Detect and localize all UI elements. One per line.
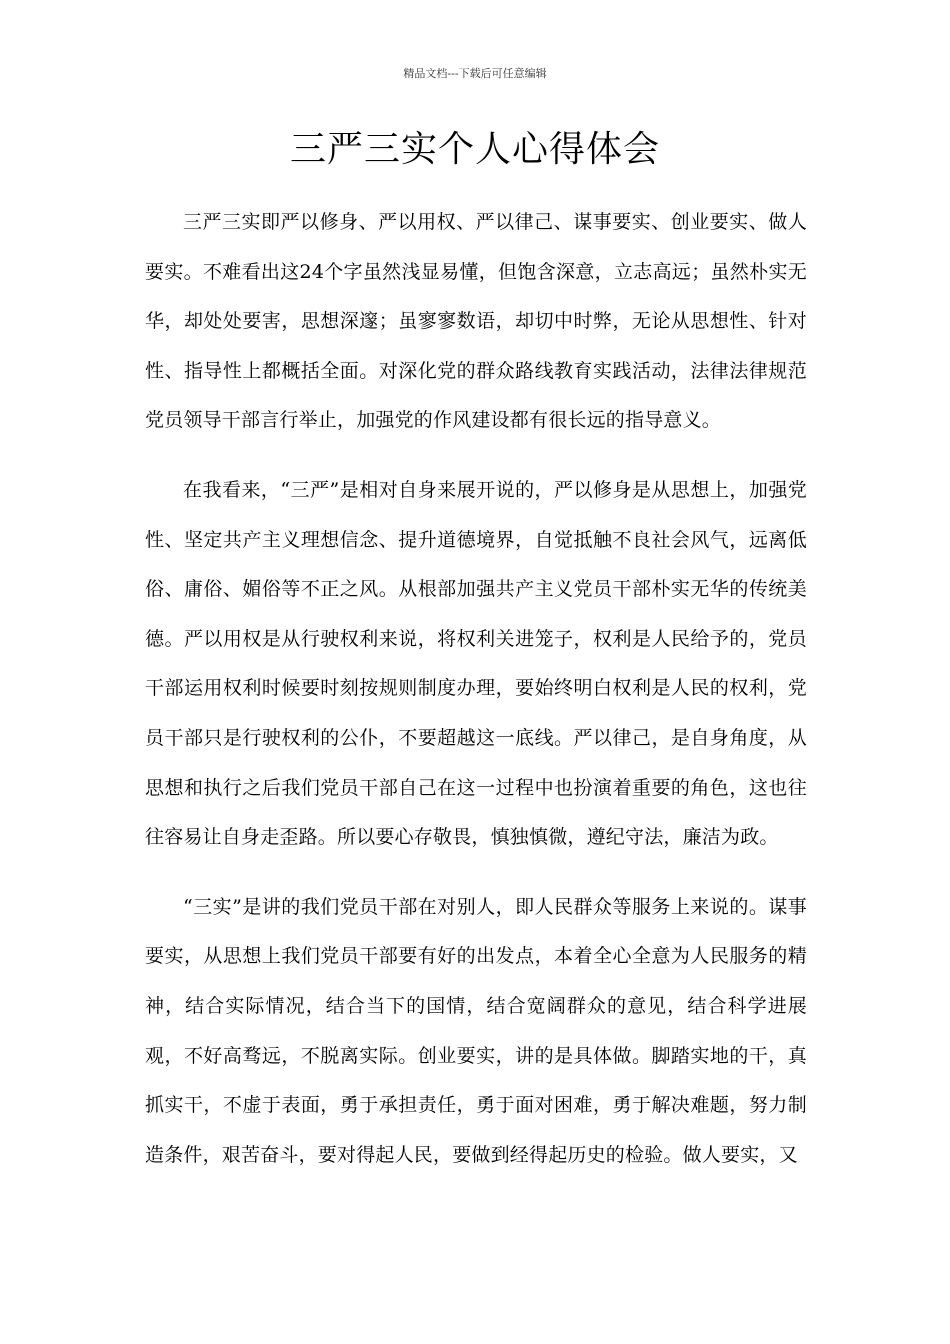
document-body	[145, 198, 807, 1200]
paragraph-1: 三严三实即严以修身、严以用权、严以律己、谋事要实、创业要实、做人要实。不难看出这24个字虽然浅显易懂，但饱含深意，立志高远；虽然朴实无华，却处处要害，思想深邃；虽寥寥数语，却切中时弊，无论从思想性、针对性、指导性上都概括全面。对深化党的群众路线教育实践活动，法律法律规范党员领导干部言行举止，加强党的作风建设都有很长远的指导意义。	[145, 211, 807, 432]
paragraph-2: 在我看来，“三严”是相对自身来展开说的，严以修身是从思想上，加强党性、坚定共产主义理想信念、提升道德境界，自觉抵触不良社会风气，远离低俗、庸俗、媚俗等不正之风。从根部加强共产主义党员干部朴实无华的传统美德。严以用权是从行驶权利来说，将权利关进笼子，权利是人民给予的，党员干部运用权利时候要时刻按规则制度办理，要始终明白权利是人民的权利，党员干部只是行驶权利的公仆，不要超越这一底线。严以律己，是自身角度，从思想和执行之后我们党员干部自己在这一过程中也扮演着重要的角色，这也往往容易让自身走歪路。所以要心存敬畏，慎独慎微，遵纪守法，廉洁为政。	[145, 478, 807, 849]
header-note: 精品文档---下载后可任意编辑	[403, 67, 547, 80]
paragraph-3: “三实”是讲的我们党员干部在对别人，即人民群众等服务上来说的。谋事要实，从思想上我们党员干部要有好的出发点，本着全心全意为人民服务的精神，结合实际情况，结合当下的国情，结合宽阔群众的意见，结合科学进展观，不好高骛远，不脱离实际。创业要实，讲的是具体做。脚踏实地的干，真抓实干，不虚于表面，勇于承担责任，勇于面对困难，勇于解决难题，努力制造条件，艰苦奋斗，要对得起人民，要做到经得起历史的检验。做人要实，又	[145, 895, 807, 1166]
document-title: 三严三实个人心得体会	[289, 129, 660, 170]
